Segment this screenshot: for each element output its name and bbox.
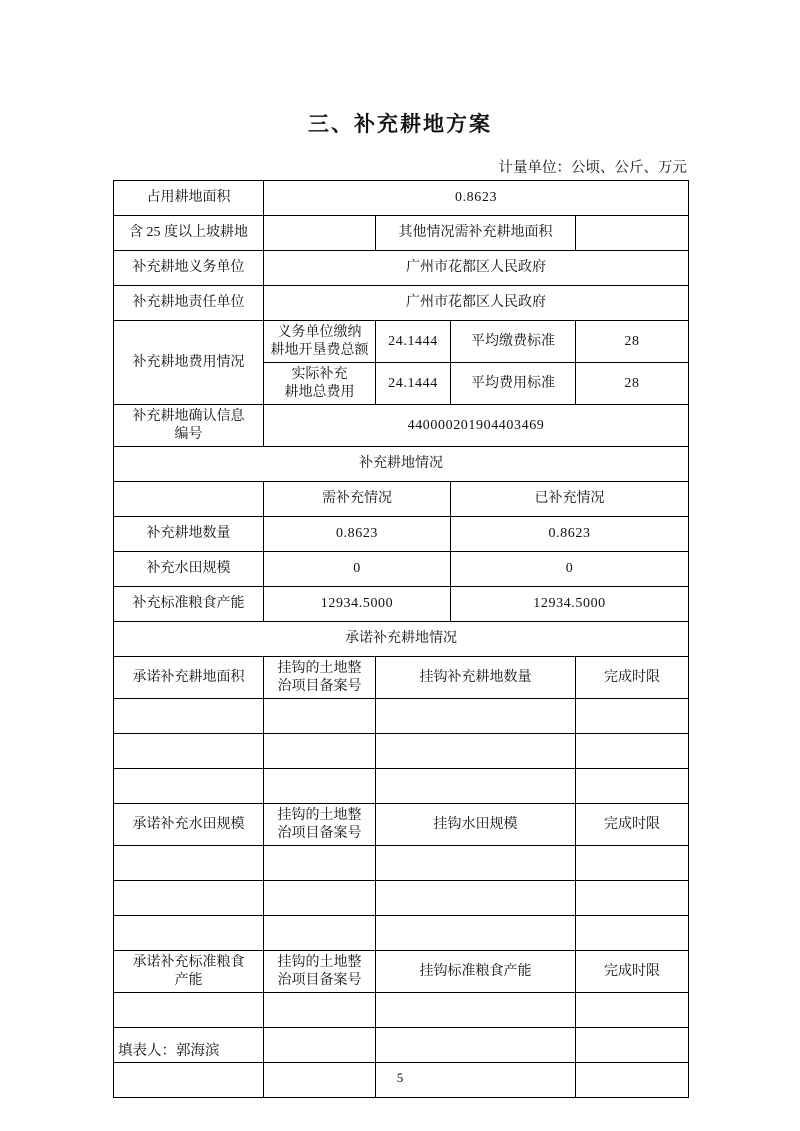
supplement-row-need: 0 (264, 552, 451, 587)
page-number: 5 (396, 1070, 404, 1085)
commit1-cell (576, 699, 689, 734)
fee-item-2-line1: 实际补充 (291, 367, 348, 382)
table-row (114, 181, 689, 216)
commit1-cell (576, 769, 689, 804)
slope-land-label: 含 25 度以上坡耕地 (114, 216, 264, 251)
commit3-cell (376, 1028, 576, 1063)
commit2-header-1-line1: 挂钩的土地整 (277, 808, 362, 823)
supplement-row-label: 补充水田规模 (114, 552, 264, 587)
commit3-cell (576, 1028, 689, 1063)
table-row (114, 405, 689, 447)
page-title: 三、补充耕地方案 (308, 112, 492, 136)
table-row (114, 734, 689, 769)
commit3-cell (264, 1028, 376, 1063)
commit1-cell (264, 769, 376, 804)
fee-item-1-line2: 耕地开垦费总额 (270, 342, 369, 358)
table-row (114, 804, 689, 846)
table-row (114, 447, 689, 482)
table-row (114, 321, 689, 363)
commit2-cell (376, 881, 576, 916)
supplement-row-label: 补充耕地数量 (114, 517, 264, 552)
table-row (114, 657, 689, 699)
commit1-cell (114, 699, 264, 734)
commit3-header-4: 完成时限 (576, 951, 689, 993)
responsible-unit-value: 广州市花都区人民政府 (264, 286, 689, 321)
supplement-row-need: 12934.5000 (264, 587, 451, 622)
commit2-cell (264, 881, 376, 916)
section-commit-title: 承诺补充耕地情况 (114, 622, 689, 657)
commit1-header-1-line2: 治项目备案号 (277, 678, 362, 694)
occupied-area-label: 占用耕地面积 (114, 181, 264, 216)
occupied-area-value: 0.8623 (264, 181, 689, 216)
table-row (114, 881, 689, 916)
commit1-cell (376, 769, 576, 804)
table-row (114, 622, 689, 657)
table-row (114, 216, 689, 251)
commit3-header-1-line2: 治项目备案号 (277, 972, 362, 988)
commit3-header-0-line2: 产能 (174, 972, 203, 988)
commit1-cell (376, 734, 576, 769)
supplement-row-label: 补充标准粮食产能 (114, 587, 264, 622)
duty-unit-label: 补充耕地义务单位 (114, 251, 264, 286)
slope-land-value (264, 216, 376, 251)
commit2-header-4: 完成时限 (576, 804, 689, 846)
commit3-header-1 (264, 951, 376, 993)
commit2-cell (576, 916, 689, 951)
fee-standard-value-1: 28 (576, 321, 689, 363)
fee-item-1 (264, 321, 376, 363)
supplement-row-done: 0.8623 (451, 517, 689, 552)
confirm-info-value: 440000201904403469 (264, 405, 689, 447)
commit3-cell (114, 993, 264, 1028)
fee-standard-label-2: 平均费用标准 (451, 363, 576, 405)
fee-situation-label: 补充耕地费用情况 (114, 321, 264, 405)
commit2-cell (576, 881, 689, 916)
commit2-header-1 (264, 804, 376, 846)
table-row (114, 951, 689, 993)
column-header-done: 已补充情况 (451, 482, 689, 517)
commit2-cell (376, 916, 576, 951)
supplement-row-need: 0.8623 (264, 517, 451, 552)
commit3-header-2: 挂钩标准粮食产能 (376, 951, 576, 993)
supplement-farmland-table (113, 180, 689, 1098)
responsible-unit-label: 补充耕地责任单位 (114, 286, 264, 321)
table-row (114, 517, 689, 552)
measurement-unit-note: 计量单位：公顷、公斤、万元 (498, 160, 687, 176)
table-row (114, 251, 689, 286)
table-row (114, 587, 689, 622)
commit2-cell (114, 846, 264, 881)
other-need-value (576, 216, 689, 251)
supplement-row-done: 0 (451, 552, 689, 587)
commit3-header-0-line1: 承诺补充标准粮食 (132, 955, 245, 970)
table-row (114, 916, 689, 951)
duty-unit-value: 广州市花都区人民政府 (264, 251, 689, 286)
commit2-cell (114, 881, 264, 916)
commit1-header-1-line1: 挂钩的土地整 (277, 661, 362, 676)
fee-amount-1: 24.1444 (376, 321, 451, 363)
form-filler-label: 填表人：郭海滨 (118, 1043, 220, 1059)
fee-amount-2: 24.1444 (376, 363, 451, 405)
commit2-header-1-line2: 治项目备案号 (277, 825, 362, 841)
commit1-header-4: 完成时限 (576, 657, 689, 699)
table-row (114, 993, 689, 1028)
fee-item-2-line2: 耕地总费用 (284, 384, 355, 400)
supplement-row-done: 12934.5000 (451, 587, 689, 622)
commit1-cell (264, 699, 376, 734)
commit2-header-2: 挂钩水田规模 (376, 804, 576, 846)
commit2-cell (264, 916, 376, 951)
fee-item-1-line1: 义务单位缴纳 (277, 325, 362, 340)
commit1-cell (114, 734, 264, 769)
supplement-empty-corner (114, 482, 264, 517)
commit1-header-2: 挂钩补充耕地数量 (376, 657, 576, 699)
commit2-cell (376, 846, 576, 881)
fee-standard-label-1: 平均缴费标准 (451, 321, 576, 363)
table-row (114, 482, 689, 517)
table-row (114, 699, 689, 734)
fee-item-2 (264, 363, 376, 405)
table-row (114, 846, 689, 881)
commit3-cell (264, 993, 376, 1028)
commit1-cell (114, 769, 264, 804)
commit3-header-0 (114, 951, 264, 993)
other-need-label: 其他情况需补充耕地面积 (376, 216, 576, 251)
commit1-cell (264, 734, 376, 769)
fee-standard-value-2: 28 (576, 363, 689, 405)
commit2-cell (264, 846, 376, 881)
commit2-header-0: 承诺补充水田规模 (114, 804, 264, 846)
commit1-cell (376, 699, 576, 734)
table-row (114, 769, 689, 804)
commit2-cell (576, 846, 689, 881)
commit1-cell (576, 734, 689, 769)
column-header-need: 需补充情况 (264, 482, 451, 517)
commit1-header-0: 承诺补充耕地面积 (114, 657, 264, 699)
confirm-info-label-line2: 编号 (174, 426, 203, 442)
confirm-info-label (114, 405, 264, 447)
commit3-cell (576, 993, 689, 1028)
commit2-cell (114, 916, 264, 951)
table-row (114, 286, 689, 321)
commit3-header-1-line1: 挂钩的土地整 (277, 955, 362, 970)
commit3-cell (376, 993, 576, 1028)
section-supplement-title: 补充耕地情况 (114, 447, 689, 482)
confirm-info-label-line1: 补充耕地确认信息 (132, 409, 245, 424)
table-row (114, 552, 689, 587)
commit1-header-1 (264, 657, 376, 699)
